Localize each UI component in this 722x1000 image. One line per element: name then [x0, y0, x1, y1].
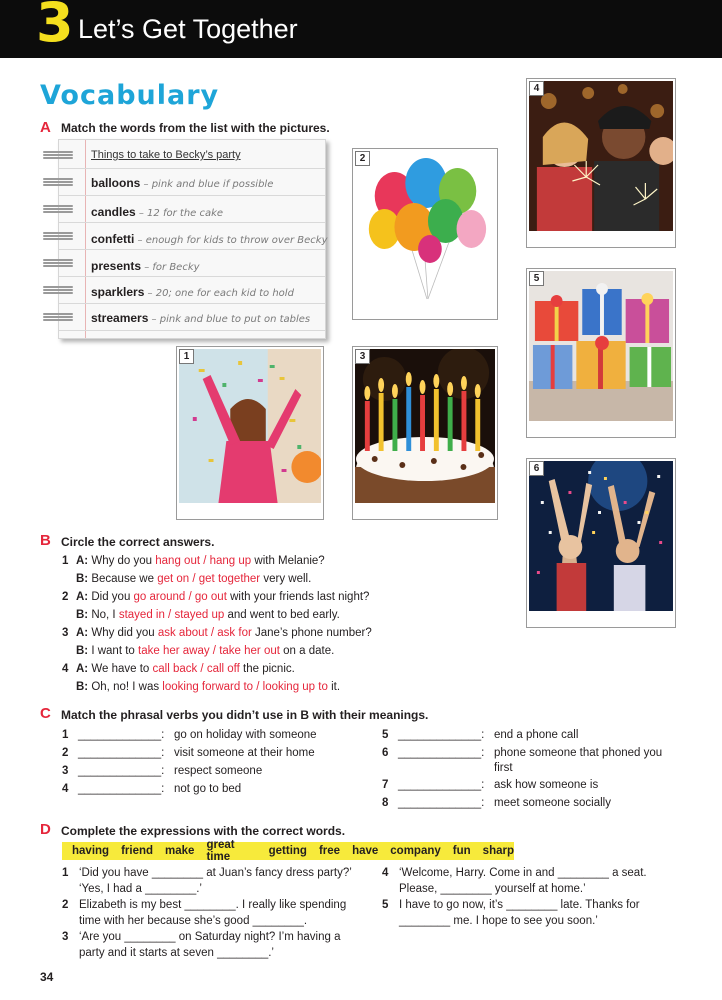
word-bank-item: friend: [121, 845, 154, 857]
ring-binding-icon: [43, 258, 73, 268]
word-bank-item: sharp: [482, 845, 514, 857]
confetti-photo: [179, 349, 321, 503]
presents-photo: [529, 271, 673, 421]
meaning-text: ask how someone is: [494, 779, 599, 791]
word-bank-item: make: [165, 845, 195, 857]
section-b-instruction: Circle the correct answers.: [61, 535, 215, 549]
answer-choice[interactable]: hang out / hang up: [155, 555, 252, 567]
match-item: 6: [382, 747, 389, 759]
section-c-instruction: Match the phrasal verbs you didn’t use in B with their meanings.: [61, 708, 429, 722]
dialogue-line: B: No, I stayed in / stayed up and went to bed early.: [76, 609, 340, 621]
word-bank-item: having: [72, 845, 110, 857]
section-a-letter: A: [40, 119, 51, 136]
match-item: 1: [62, 729, 69, 741]
section-d-instruction: Complete the expressions with the correct words.: [61, 824, 346, 838]
section-b-letter: B: [40, 532, 51, 549]
ring-binding-icon: [43, 150, 73, 160]
answer-blank[interactable]: _____________:: [398, 729, 485, 741]
answer-choice[interactable]: ask about / ask for: [157, 627, 252, 639]
section-title-vocabulary: Vocabulary: [40, 80, 220, 111]
party-crowd-photo: [529, 461, 673, 611]
photo-frame: [352, 346, 498, 520]
dialogue-line: 2 A: Did you go around / go out with your friends last night?: [62, 591, 370, 603]
photo-frame: [526, 458, 676, 628]
list-item: streamers – pink and blue to put on tables: [91, 311, 311, 325]
unit-number: 3: [36, 0, 74, 54]
section-d-letter: D: [40, 821, 51, 838]
sparklers-photo: [529, 81, 673, 231]
answer-blank[interactable]: _____________:: [398, 779, 485, 791]
ring-binding-icon: [43, 312, 73, 322]
meaning-text: go on holiday with someone: [174, 729, 317, 741]
expression-item: 3 ‘Are you ________ on Saturday night? I’m having a party and it starts at seven ________.’: [62, 931, 341, 959]
word-bank-item: free: [318, 845, 341, 857]
dialogue-line: 4 A: We have to call back / call off the picnic.: [62, 663, 295, 675]
photo-number: 5: [529, 271, 544, 286]
answer-blank[interactable]: _____________:: [398, 747, 485, 759]
dialogue-line: 3 A: Why did you ask about / ask for Jane’s phone number?: [62, 627, 372, 639]
expression-item: 5 I have to go now, it’s ________ late. Thanks for ________ me. I hope to see you soon.’: [382, 899, 640, 927]
answer-blank[interactable]: _____________:: [78, 747, 165, 759]
answer-blank[interactable]: _____________:: [78, 729, 165, 741]
match-item: 4: [62, 783, 69, 795]
answer-blank[interactable]: _____________:: [78, 783, 165, 795]
meaning-text: phone someone that phoned you first: [494, 747, 663, 774]
word-bank-item: fun: [452, 845, 471, 857]
ring-binding-icon: [43, 285, 73, 295]
balloons-photo: [355, 151, 495, 301]
photo-number: 4: [529, 81, 544, 96]
match-item: 5: [382, 729, 389, 741]
list-item: candles – 12 for the cake: [91, 205, 224, 219]
meaning-text: not go to bed: [174, 783, 242, 795]
meaning-text: meet someone socially: [494, 797, 611, 809]
unit-header: [0, 0, 722, 58]
notebook-heading: Things to take to Becky’s party: [91, 149, 241, 161]
ring-binding-icon: [43, 204, 73, 214]
word-bank-item: getting: [268, 845, 307, 857]
dialogue-line: 1 A: Why do you hang out / hang up with Melanie?: [62, 555, 325, 567]
list-item: sparklers – 20; one for each kid to hold: [91, 285, 294, 299]
expression-item: 4 ‘Welcome, Harry. Come in and ________ a seat. Please, ________ yourself at home.’: [382, 867, 647, 895]
ring-binding-icon: [43, 231, 73, 241]
answer-choice[interactable]: looking forward to / looking up to: [162, 681, 328, 693]
answer-choice[interactable]: call back / call off: [152, 663, 240, 675]
dialogue-line: B: Oh, no! I was looking forward to / looking up to it.: [76, 681, 341, 693]
list-item: confetti – enough for kids to throw over Becky: [91, 232, 328, 246]
dialogue-line: B: Because we get on / get together very well.: [76, 573, 312, 585]
dialogue-line: B: I want to take her away / take her out on a date.: [76, 645, 335, 657]
match-item: 7: [382, 779, 389, 791]
answer-blank[interactable]: _____________:: [78, 765, 165, 777]
section-c-letter: C: [40, 705, 51, 722]
page-number: 34: [40, 970, 54, 984]
meaning-text: respect someone: [174, 765, 263, 777]
answer-choice[interactable]: take her away / take her out: [138, 645, 280, 657]
photo-number: 1: [179, 349, 194, 364]
photo-frame: [176, 346, 324, 520]
answer-choice[interactable]: get on / get together: [157, 573, 261, 585]
section-a-instruction: Match the words from the list with the pictures.: [61, 121, 330, 135]
notebook-list: [58, 139, 326, 339]
answer-choice[interactable]: stayed in / stayed up: [118, 609, 225, 621]
meaning-text: end a phone call: [494, 729, 579, 741]
word-bank-item: have: [352, 845, 379, 857]
list-item: presents – for Becky: [91, 259, 200, 273]
answer-choice[interactable]: go around / go out: [133, 591, 227, 603]
photo-number: 3: [355, 349, 370, 364]
photo-number: 2: [355, 151, 370, 166]
cake-photo: [355, 349, 495, 503]
word-bank-item: company: [390, 845, 441, 857]
list-item: balloons – pink and blue if possible: [91, 176, 274, 190]
photo-number: 6: [529, 461, 544, 476]
photo-frame: [526, 78, 676, 248]
expression-item: 2 Elizabeth is my best ________. I really like spending time with her because she’s good ________.: [62, 899, 347, 927]
meaning-text: visit someone at their home: [174, 747, 315, 759]
answer-blank[interactable]: _____________:: [398, 797, 485, 809]
match-item: 8: [382, 797, 389, 809]
photo-frame: [352, 148, 498, 320]
unit-title: Let’s Get Together: [78, 14, 298, 44]
word-bank-item: great time: [206, 839, 235, 863]
expression-item: 1 ‘Did you have ________ at Juan’s fancy dress party?’ ‘Yes, I had a ________.’: [62, 867, 352, 895]
match-item: 2: [62, 747, 69, 759]
match-item: 3: [62, 765, 69, 777]
ring-binding-icon: [43, 177, 73, 187]
photo-frame: [526, 268, 676, 438]
word-bank: [62, 839, 514, 863]
